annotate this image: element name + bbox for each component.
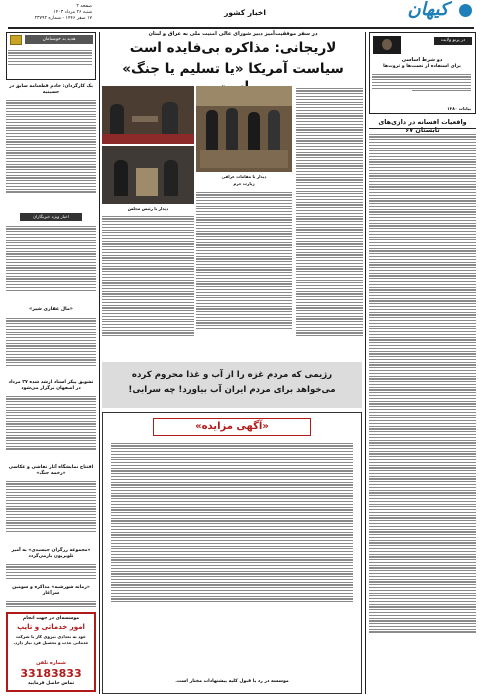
issue-line: ۱۷ صفر ۱۴۴۶ - شماره ۲۳۷۹۲: [34, 16, 92, 21]
ad-phone: 33183833: [20, 667, 82, 680]
ad-title: موسسه‌ای در جهت انجام: [22, 616, 80, 621]
wisdom-box: [369, 32, 476, 114]
quote-line-1: رژیمی که مردم غزه را از آب و غذا محروم کرده: [131, 370, 333, 380]
left-tag-body: [6, 224, 96, 304]
left-item-body: [6, 394, 96, 462]
left-item-title: «زمانه شورشیه» مذاکره و سومین سرآغاز: [12, 585, 90, 596]
masthead-rule: [8, 27, 474, 29]
lead-body-col: [102, 214, 194, 358]
auction-footer: موسسه در رد یا قبول کلیه پیشنهادات مختار است.: [175, 679, 289, 684]
section-title: اخبار کشور: [224, 8, 266, 17]
photo-caption: دیدار با مقامات عراقی: [221, 174, 267, 179]
wisdom-tag: در پرتو ولایت: [434, 37, 472, 45]
gift-header: هدیه به خوشنامان: [25, 35, 93, 44]
left-item-body: [6, 98, 96, 210]
lead-body-col: [196, 190, 292, 358]
gift-icon: [10, 35, 22, 45]
right-column: [369, 32, 476, 692]
left-item-body: [6, 562, 96, 584]
lead-headline-2: سیاست آمریکا «یا تسلیم یا جنگ»: [122, 61, 344, 77]
ad-footer: تماس حاصل فرمایید: [27, 681, 75, 686]
story-body: [369, 132, 476, 692]
left-item-title: «مجموعه زرگران جیسیدی» به آمیز تلویزیون بازمی‌گردد: [11, 548, 91, 559]
news-photo-1: [102, 86, 194, 144]
lead-kicker: در سفر موفقیت‌آمیز دبیر شورای عالی امنیت ملی به عراق و لبنان: [148, 31, 318, 37]
services-ad: [6, 612, 96, 692]
leader-photo: [373, 36, 401, 54]
page-label: صفحه ۲: [76, 4, 92, 9]
story-title: واقعیات افسانه‌ در دازی‌های تابستان ۶۷: [378, 118, 467, 134]
photo-caption: زیارت حرم: [233, 181, 255, 186]
news-photo-2: [196, 86, 292, 172]
ad-phone-label: شماره تلفن: [36, 660, 66, 666]
left-item-body: [6, 316, 96, 376]
column-divider-left: [99, 32, 100, 694]
left-item-body: [6, 479, 96, 545]
left-item-title: یک کارگردان: خادم قطعنامه سابق در حسینیه: [9, 84, 93, 95]
wisdom-body: [372, 72, 471, 105]
auction-title: «آگهی مزایده»: [153, 418, 311, 436]
masthead: [0, 0, 482, 28]
lead-headline: لاریجانی: مذاکره بی‌فایده است: [129, 40, 337, 56]
quote-line-2: می‌خواهد برای مردم ایران آب بیاورد! چه سرابی!: [128, 385, 336, 395]
gift-box: [6, 32, 96, 80]
lead-body: [296, 86, 363, 358]
date-line: شنبه ۲۶ مرداد ۱۴۰۳: [53, 10, 92, 15]
ad-main: امور خدماتی و تایپ: [17, 623, 85, 631]
quote-band: [102, 362, 362, 408]
newspaper-logo: [396, 1, 472, 27]
photo-caption: دیدار با رئیس مجلس: [127, 206, 169, 211]
auction-body: [111, 441, 353, 677]
wisdom-footer: بیانات ۱۳۸۰: [447, 106, 471, 111]
logo-text: کیهان: [407, 0, 449, 20]
wisdom-subtitle: برای استفاده از نعمت‌ها و ثروت‌ها: [383, 64, 461, 69]
left-item-title: «مال عقاری شیر»: [29, 307, 73, 312]
left-tag: اخبار ویژه خبرنگاران: [20, 213, 82, 221]
wisdom-title: دو شرط اساسی: [401, 57, 443, 63]
auction-notice: [102, 412, 362, 694]
date-block: [12, 4, 92, 22]
left-item-body: [6, 599, 96, 611]
news-photo-3: [102, 146, 194, 204]
left-item-title: افتتاح نمایشگاه آثار نقاشی و عکاسی «زخمه جنگ»: [8, 465, 94, 476]
gift-body: [8, 48, 92, 78]
ad-body: خود به تعدادی نیروی کار با شرکت خدماتی جذب و تحصیل فرد نیاز دارد.: [13, 634, 89, 645]
left-column: [6, 32, 96, 694]
column-divider-right: [365, 32, 366, 694]
left-item-title: تشویق پیکر استاد ارشد شده ۲۷ مرداد در اصفهان برگزار می‌شود: [8, 380, 94, 391]
globe-icon: [459, 4, 472, 17]
